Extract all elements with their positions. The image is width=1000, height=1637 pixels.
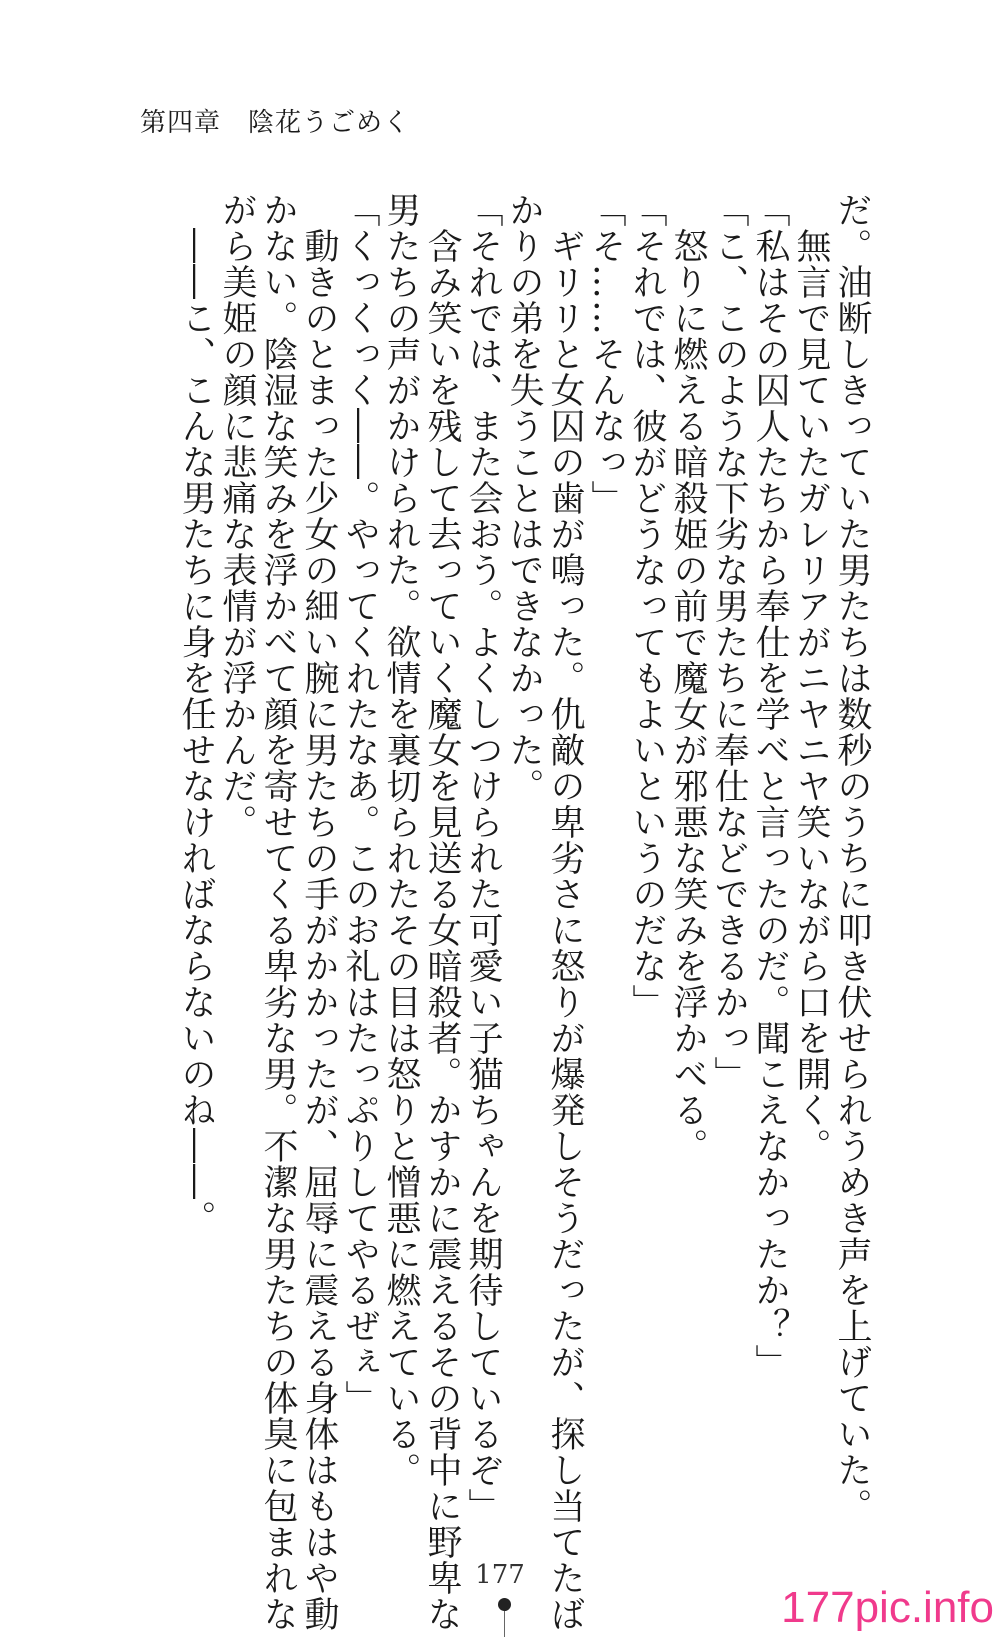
text-line: 含み笑いを残して去っていく魔女を見送る女暗殺者。かすかに震えるその背中に野卑な (422, 192, 462, 1632)
text-line: ――こ、こんな男たちに身を任せなければならないのね――。 (176, 192, 216, 1236)
text-line: 「私はその囚人たちから奉仕を学べと言ったのだ。聞こえなかったか？」 (750, 192, 790, 1380)
text-line: 動きのとまった少女の細い腕に男たちの手がかかったが、屈辱に震える身体はもはや動 (299, 192, 339, 1632)
text-line: だ。油断しきっていた男たちは数秒のうちに叩き伏せられうめき声を上げていた。 (832, 192, 872, 1524)
text-line: 怒りに燃える暗殺姫の前で魔女が邪悪な笑みを浮かべる。 (668, 192, 708, 1164)
text-line: がら美姫の顔に悲痛な表情が浮かんだ。 (217, 192, 257, 840)
watermark-link[interactable]: 177pic.info (781, 1583, 994, 1632)
running-head: 第四章 陰花うごめく (140, 108, 411, 138)
text-line: 「そ……そんなっ」 (586, 192, 626, 516)
text-line: かない。陰湿な笑みを浮かべて顔を寄せてくる卑劣な男。不潔な男たちの体臭に包まれな (258, 192, 298, 1632)
text-line: 「それでは、また会おう。よくしつけられた可愛い子猫ちゃんを期待しているぞ」 (463, 192, 503, 1524)
text-line: 無言で見ていたガレリアがニヤニヤ笑いながら口を開く。 (791, 192, 831, 1164)
text-line: ギリリと女囚の歯が鳴った。仇敵の卑劣さに怒りが爆発しそうだったが、探し当てたば (545, 192, 585, 1632)
text-line: 「それでは、彼がどうなってもよいというのだな」 (627, 192, 667, 1020)
text-line: 男たちの声がかけられた。欲情を裏切られたその目は怒りと憎悪に燃えている。 (381, 192, 421, 1488)
text-line: 「くっくっく――。やってくれたなあ。このお礼はたっぷりしてやるぜぇ」 (340, 192, 380, 1416)
text-line: 「こ、このような下劣な男たちに奉仕などできるかっ」 (709, 192, 749, 1092)
text-line: かりの弟を失うことはできなかった。 (504, 192, 544, 804)
page-marker-line (504, 1611, 505, 1637)
page-number: 177 (475, 1560, 525, 1590)
page-marker-dot-icon (498, 1598, 511, 1611)
